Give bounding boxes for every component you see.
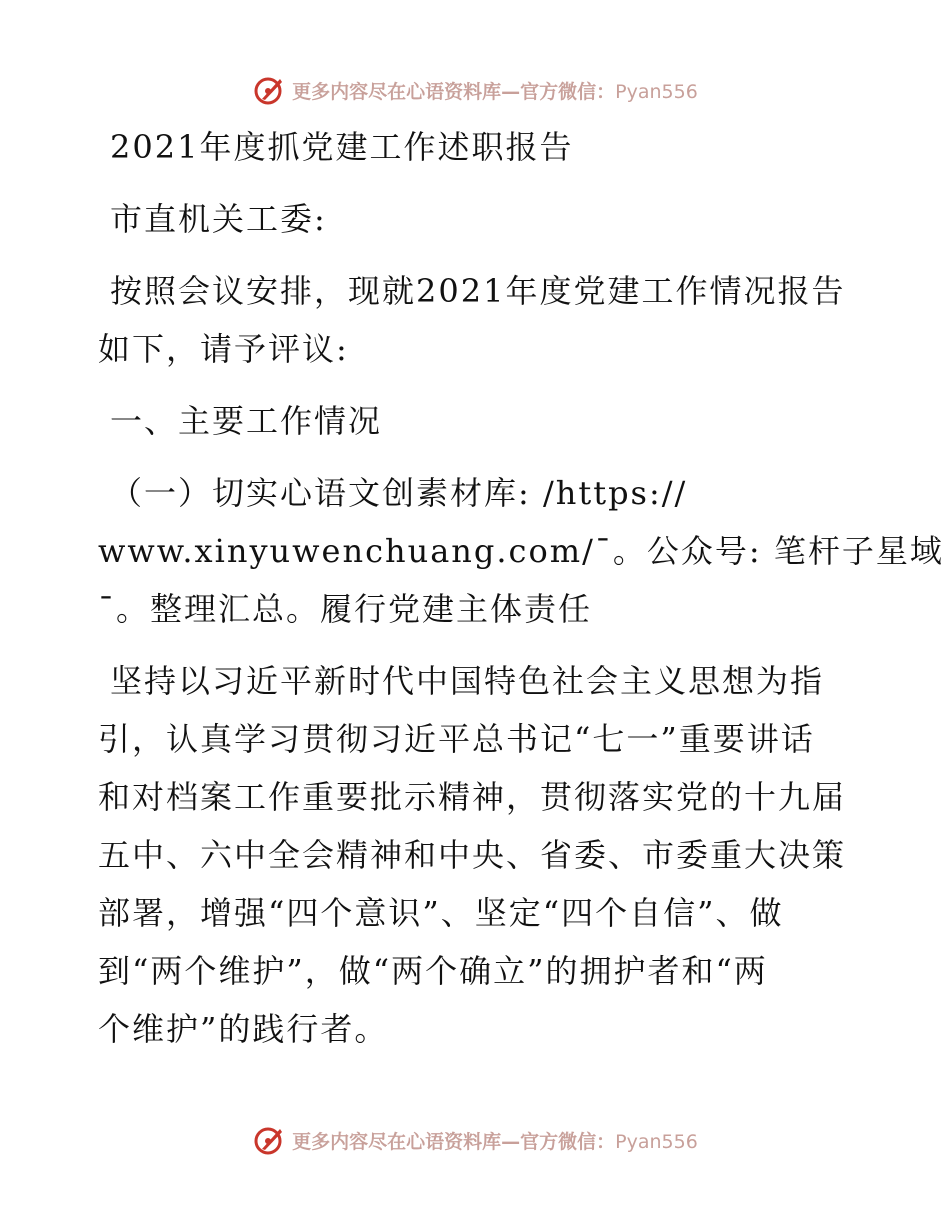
header-watermark: [0, 70, 950, 110]
quill-logo-icon: [252, 73, 286, 107]
subsection-line-3: ¯。整理汇总。履行党建主体责任: [98, 590, 593, 628]
paragraph-line-2: 引，认真学习贯彻习近平总书记“七一”重要讲话: [98, 720, 815, 758]
paragraph-line-4: 五中、六中全会精神和中央、省委、市委重大决策: [98, 836, 847, 874]
paragraph-line-5: 部署，增强“四个意识”、坚定“四个自信”、做: [98, 894, 784, 932]
intro-line-2: 如下，请予评议:: [98, 330, 349, 368]
footer-watermark: [0, 1120, 950, 1160]
intro-line-1: 按照会议安排，现就2021年度党建工作情况报告: [110, 272, 846, 310]
section-heading: 一、主要工作情况: [110, 402, 383, 440]
paragraph-line-6: 到“两个维护”，做“两个确立”的拥护者和“两: [98, 952, 768, 990]
paragraph-line-1: 坚持以习近平新时代中国特色社会主义思想为指: [110, 662, 825, 700]
salutation: 市直机关工委:: [110, 200, 327, 238]
subsection-line-2: www.xinyuwenchuang.com/¯。公众号: 笔杆子星域: [98, 532, 944, 570]
document-title: 2021年度抓党建工作述职报告: [110, 128, 574, 166]
subsection-line-1: （一）切实心语文创素材库: /https://: [110, 474, 688, 512]
watermark-wechat-id: Pyan556: [615, 1130, 698, 1153]
watermark-text: 更多内容尽在心语资料库—官方微信：Pyan556: [292, 1130, 698, 1153]
paragraph-line-3: 和对档案工作重要批示精神，贯彻落实党的十九届: [98, 778, 847, 816]
quill-logo-icon: [252, 1123, 286, 1157]
paragraph-line-7: 个维护”的践行者。: [98, 1010, 389, 1048]
watermark-text: 更多内容尽在心语资料库—官方微信：Pyan556: [292, 80, 698, 103]
watermark-wechat-id: Pyan556: [615, 80, 698, 103]
document-body: [98, 118, 944, 1058]
